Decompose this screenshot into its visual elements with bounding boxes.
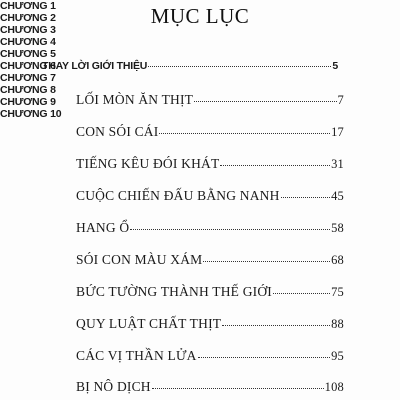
- chapter-label: CHƯƠNG 1: [0, 0, 56, 12]
- page-number: 17: [331, 125, 344, 139]
- page-number: 58: [331, 221, 344, 235]
- chapter-title: LỐI MÒN ĂN THỊT: [76, 92, 194, 107]
- chapter-label: CHƯƠNG 8: [0, 84, 56, 96]
- chapter-title: QUY LUẬT CHẤT THỊT: [76, 316, 222, 331]
- chapter-title: SÓI CON MÀU XÁM: [76, 252, 203, 267]
- chapter-label: CHƯƠNG 4: [0, 36, 56, 48]
- chapter-title: CON SÓI CÁI: [76, 124, 159, 139]
- toc-entry: [76, 379, 344, 395]
- chapter-label: CHƯƠNG 6: [0, 60, 56, 72]
- dot-leader: [273, 293, 330, 294]
- page-number: 95: [331, 349, 344, 363]
- chapter-label: CHƯƠNG 2: [0, 12, 56, 24]
- toc-entry: [76, 92, 344, 108]
- chapter-label: CHƯƠNG 7: [0, 72, 56, 84]
- page-title: MỤC LỤC: [150, 4, 250, 28]
- chapter-title: CUỘC CHIẾN ĐẤU BẰNG NANH: [76, 188, 280, 203]
- page-number: 45: [331, 189, 344, 203]
- dot-leader: [152, 388, 324, 389]
- page-number: 75: [331, 285, 344, 299]
- toc-entry: [76, 188, 344, 204]
- chapter-title: BỊ NÔ DỊCH: [76, 379, 151, 394]
- dot-leader: [159, 133, 330, 134]
- chapter-title: HANG Ổ: [76, 220, 130, 235]
- toc-entry: [76, 284, 344, 300]
- toc-entry: [76, 316, 344, 332]
- toc-intro-row: [42, 60, 338, 72]
- dot-leader: [148, 66, 331, 67]
- chapter-title: TIẾNG KÊU ĐÓI KHÁT: [76, 156, 220, 171]
- toc-entry: [76, 156, 344, 172]
- page-number: 31: [331, 157, 344, 171]
- chapter-label: CHƯƠNG 9: [0, 96, 56, 108]
- toc-entry: [76, 220, 344, 236]
- page-number: 68: [331, 253, 344, 267]
- toc-entry: [76, 124, 344, 140]
- toc-entry: [76, 252, 344, 268]
- chapter-label: CHƯƠNG 5: [0, 48, 56, 60]
- chapter-label: CHƯƠNG 10: [0, 108, 62, 120]
- dot-leader: [203, 261, 330, 262]
- page-number: 108: [324, 380, 344, 394]
- dot-leader: [220, 165, 330, 166]
- dot-leader: [198, 357, 330, 358]
- chapter-title: CÁC VỊ THẦN LỬA: [76, 348, 197, 363]
- page-number: 88: [331, 317, 344, 331]
- dot-leader: [281, 197, 331, 198]
- toc-intro-label: THAY LỜI GIỚI THIỆU: [42, 60, 148, 72]
- chapter-label: CHƯƠNG 3: [0, 24, 56, 36]
- toc-intro-page: 5: [332, 60, 338, 72]
- toc-entry: [76, 348, 344, 364]
- dot-leader: [194, 101, 336, 102]
- dot-leader: [130, 229, 330, 230]
- dot-leader: [222, 325, 330, 326]
- page-number: 7: [337, 93, 344, 107]
- chapter-title: BỨC TƯỜNG THÀNH THẾ GIỚI: [76, 284, 272, 299]
